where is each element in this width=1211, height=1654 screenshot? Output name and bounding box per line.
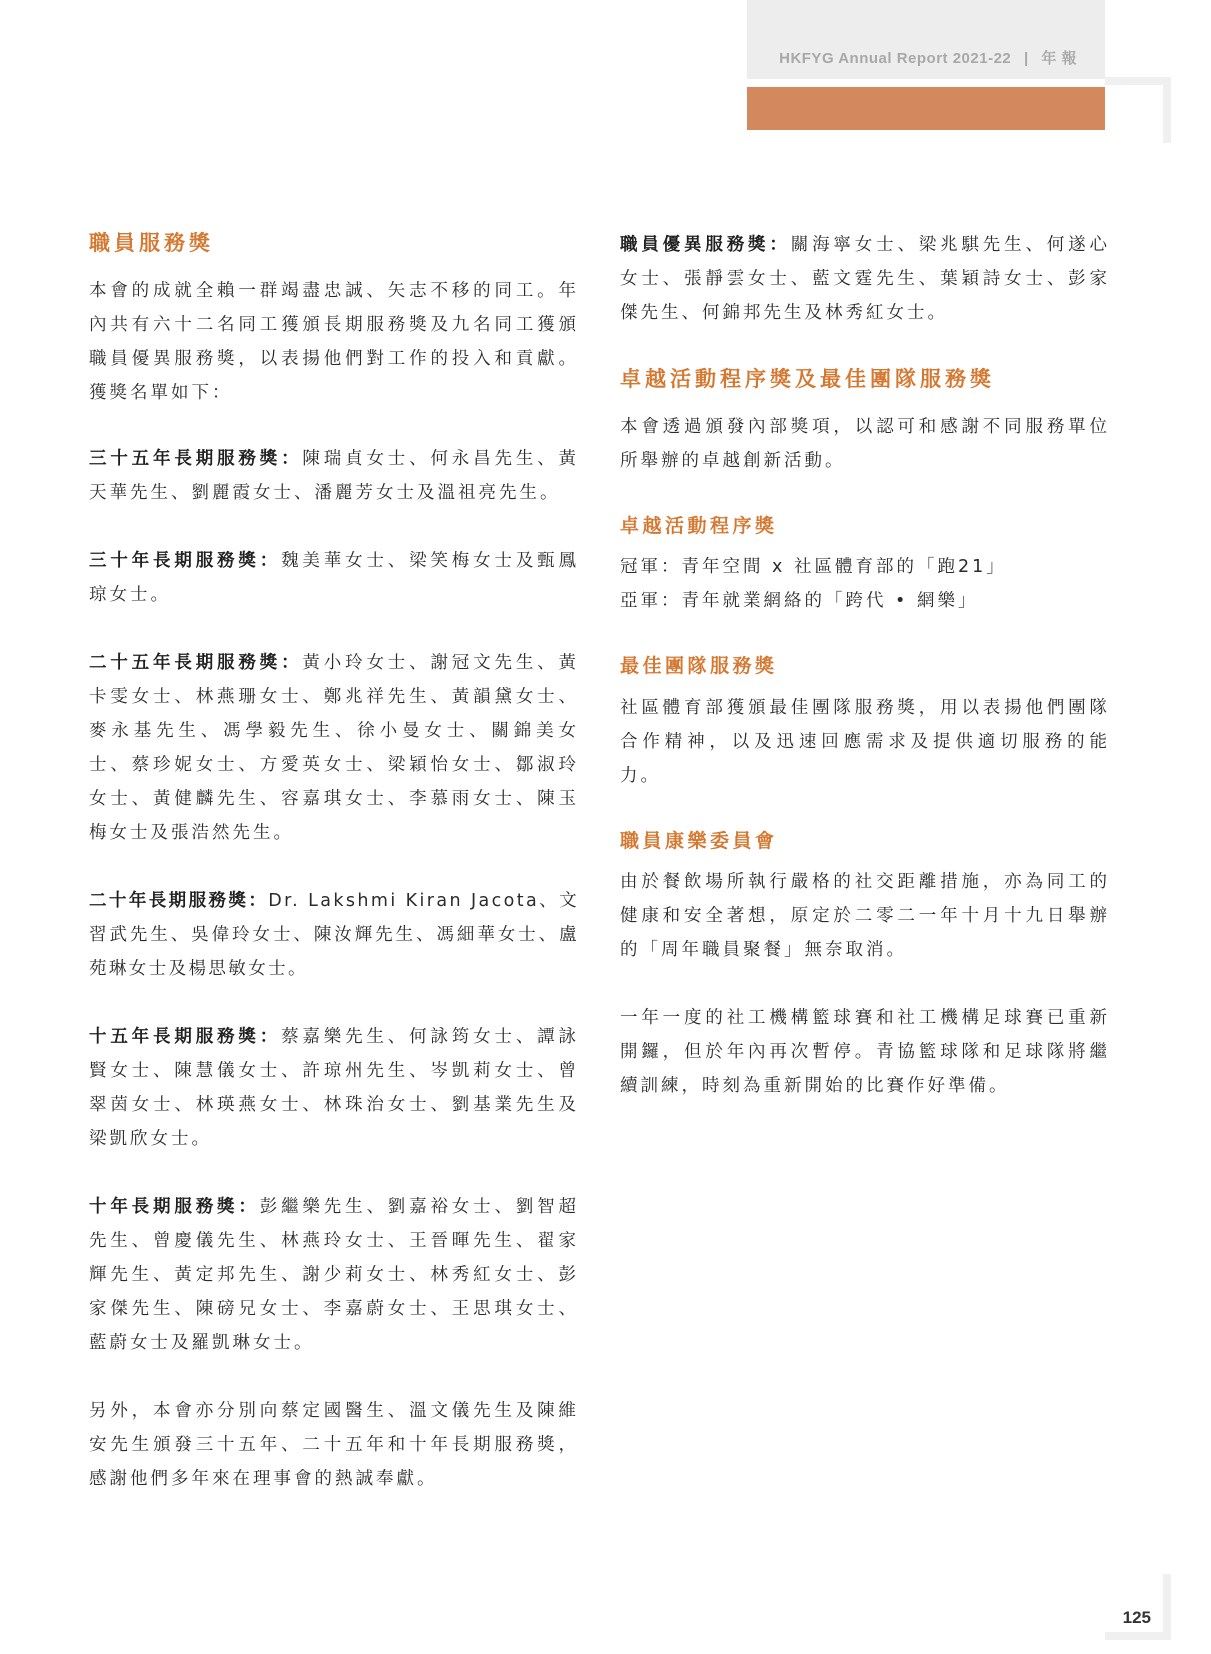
right-column (620, 228, 1110, 1137)
recreation-paragraph-2: 一年一度的社工機構籃球賽和社工機構足球賽已重新開鑼，但於年內再次暫停。青協籃球隊和足球隊將繼續訓練，時刻為重新開始的比賽作好準備。 (620, 1008, 1110, 1096)
award-names: 魏美華女士、梁笑梅女士及甄鳳琼女士。 (89, 550, 580, 605)
program-team-award-heading: 卓越活動程序獎及最佳團隊服務獎 (620, 367, 995, 391)
accent-bar (747, 87, 1105, 130)
header-banner (747, 0, 1105, 79)
award-15-year (89, 1020, 579, 1156)
corner-decoration-top (1105, 77, 1171, 143)
staff-service-award-heading: 職員服務獎 (89, 231, 214, 255)
award-names: Dr. Lakshmi Kiran Jacota、文習武先生、吳偉玲女士、陳汝輝先生、馮細華女士、盧苑琳女士及楊思敏女士。 (89, 890, 579, 979)
award-title: 十年長期服務獎： (89, 1196, 260, 1217)
team-award-heading: 最佳團隊服務獎 (620, 655, 778, 677)
award-names: 陳瑞貞女士、何永昌先生、黃天華先生、劉麗霞女士、潘麗芳女士及溫祖亮先生。 (89, 448, 580, 503)
award-names: 蔡嘉樂先生、何詠筠女士、譚詠賢女士、陳慧儀女士、許琼州先生、岑凱莉女士、曾翠茵女士、林瑛燕女士、林珠治女士、劉基業先生及梁凱欣女士。 (89, 1026, 580, 1149)
award-title: 三十五年長期服務獎： (89, 448, 303, 469)
header-separator: | (1023, 50, 1029, 67)
report-title: HKFYG Annual Report 2021-22 (779, 50, 1012, 67)
award-title: 二十五年長期服務獎： (89, 652, 303, 673)
staff-service-intro: 本會的成就全賴一群竭盡忠誠、矢志不移的同工。年內共有六十二名同工獲頒長期服務獎及九名同工獲頒職員優異服務獎，以表揚他們對工作的投入和貢獻。獲獎名單如下： (89, 280, 579, 403)
header-chinese-title: 年 報 (1041, 50, 1077, 67)
program-team-intro: 本會透過頒發內部獎項，以認可和感謝不同服務單位所舉辦的卓越創新活動。 (620, 416, 1110, 471)
award-title: 二十年長期服務獎： (89, 890, 269, 911)
team-award-text: 社區體育部獲頒最佳團隊服務獎，用以表揚他們團隊合作精神，以及迅速回應需求及提供適切服務的能力。 (620, 697, 1110, 786)
champion-line: 冠軍：青年空間 x 社區體育部的「跑21」 (620, 557, 1007, 577)
program-award-heading: 卓越活動程序獎 (620, 514, 778, 537)
recreation-committee-heading: 職員康樂委員會 (620, 829, 778, 852)
award-title: 十五年長期服務獎： (89, 1026, 282, 1047)
award-25-year (89, 646, 579, 850)
award-10-year (89, 1190, 579, 1360)
runner-up-line: 亞軍：青年就業網絡的「跨代 • 網樂」 (620, 591, 979, 611)
award-30-year (89, 544, 579, 612)
council-award-closing: 另外，本會亦分別向蔡定國醫生、溫文儀先生及陳維安先生頒發三十五年、二十五年和十年長期服務獎，感謝他們多年來在理事會的熱誠奉獻。 (89, 1400, 579, 1489)
award-names: 黃小玲女士、謝冠文先生、黃卡雯女士、林燕珊女士、鄭兆祥先生、黃韻黛女士、麥永基先生、馮學毅先生、徐小曼女士、關錦美女士、蔡珍妮女士、方愛英女士、梁穎怡女士、鄒淑玲女士、黃健麟先生、容嘉琪女士、李慕雨女士、陳玉梅女士及張浩然先生。 (89, 652, 580, 843)
award-names: 彭繼樂先生、劉嘉裕女士、劉智超先生、曾慶儀先生、林燕玲女士、王晉暉先生、翟家輝先生、黃定邦先生、謝少莉女士、林秀紅女士、彭家傑先生、陳磅兄女士、李嘉蔚女士、王思琪女士、藍蔚女士及羅凱琳女士。 (89, 1196, 580, 1353)
award-title: 職員優異服務獎： (620, 235, 791, 255)
award-20-year (89, 884, 579, 986)
left-column (89, 228, 579, 1530)
program-award-results (620, 550, 1110, 618)
running-header (779, 47, 1077, 68)
excellence-award (620, 228, 1110, 330)
recreation-paragraph-1: 由於餐飲場所執行嚴格的社交距離措施，亦為同工的健康和安全著想，原定於二零二一年十月十九日舉辦的「周年職員聚餐」無奈取消。 (620, 872, 1110, 960)
page-number: 125 (1122, 1608, 1151, 1627)
award-35-year (89, 442, 579, 510)
award-title: 三十年長期服務獎： (89, 550, 282, 571)
award-names: 關海寧女士、梁兆騏先生、何遂心女士、張靜雲女士、藍文霆先生、葉穎詩女士、彭家傑先生、何錦邦先生及林秀紅女士。 (620, 235, 1111, 323)
corner-decoration-bottom (1105, 1574, 1171, 1640)
